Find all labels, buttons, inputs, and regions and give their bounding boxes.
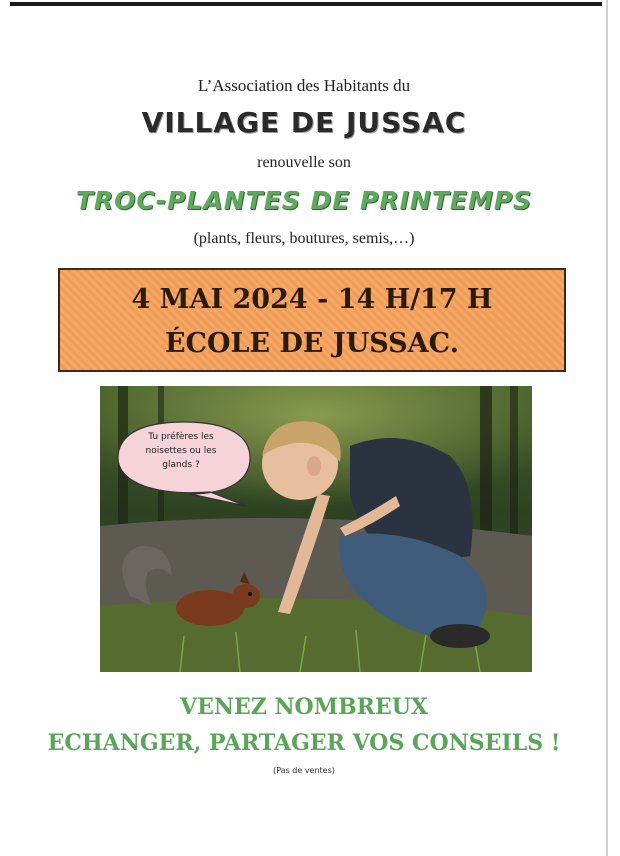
share-message: ECHANGER, PARTAGER VOS CONSEILS ! xyxy=(47,730,561,756)
association-line: L’Association des Habitants du xyxy=(197,76,411,95)
event-title: TROC-PLANTES DE PRINTEMPS xyxy=(75,186,533,215)
speech-line-3: glands ? xyxy=(162,460,200,470)
call-to-action: VENEZ NOMBREUX xyxy=(180,694,428,720)
banner-place: ÉCOLE DE JUSSAC. xyxy=(164,328,460,359)
speech-line-1: Tu préfères les xyxy=(148,432,214,442)
speech-bubble-text xyxy=(122,430,240,472)
top-border xyxy=(10,2,602,6)
village-title: VILLAGE DE JUSSAC xyxy=(141,106,467,139)
banner-date-time: 4 MAI 2024 - 14 H/17 H xyxy=(131,284,493,315)
no-sales-note: (Pas de ventes) xyxy=(273,766,335,775)
date-banner xyxy=(58,268,566,372)
speech-bubble-text-box xyxy=(114,418,254,508)
event-subtitle: (plants, fleurs, boutures, semis,…) xyxy=(193,230,415,247)
renews-line: renouvelle son xyxy=(257,154,351,171)
speech-line-2: noisettes ou les xyxy=(145,446,217,456)
